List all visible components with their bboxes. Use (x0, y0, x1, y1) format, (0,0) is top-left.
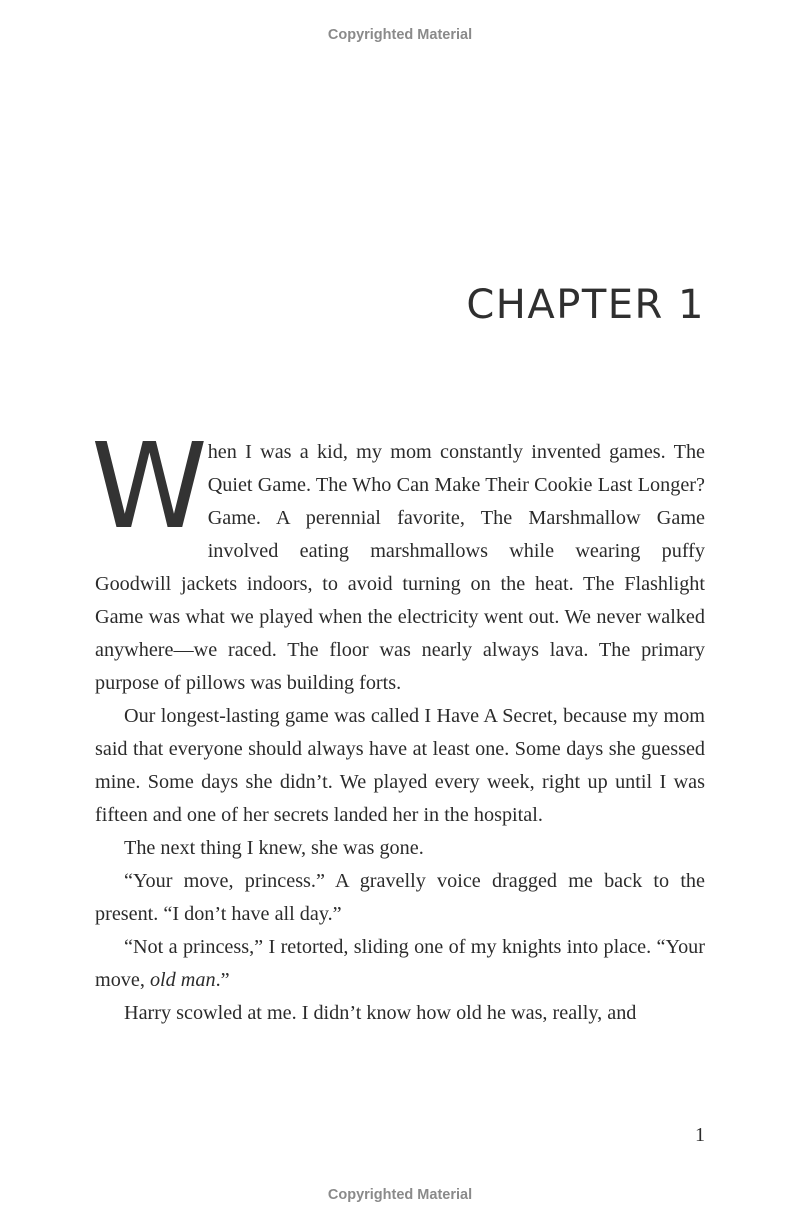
copyright-watermark-top: Copyrighted Material (327, 27, 473, 43)
paragraph-6: Harry scowled at me. I didn’t know how old he was, really, and (124, 1002, 637, 1024)
paragraph-3: The next thing I knew, she was gone. (124, 837, 424, 859)
page-number: 1 (695, 1124, 705, 1146)
paragraph-5 (95, 931, 705, 997)
paragraph-5-text-start: “Not a princess,” I retorted, sliding one of my knights into place. “Your move, (95, 936, 705, 991)
chapter-title: CHAPTER 1 (466, 282, 705, 328)
chapter-body (91, 417, 705, 1030)
paragraph-5-text-end: .” (215, 969, 230, 991)
paragraph-4: “Your move, princess.” A gravelly voice dragged me back to the present. “I don’t have all day.” (95, 870, 705, 925)
drop-cap: W (91, 417, 202, 555)
paragraph-1-text: hen I was a kid, my mom constantly invented games. The Quiet Game. The Who Can Make Their Cookie Last Longer? Game. A perennial favorite, The Marshmallow Game involved eating marshmallows while wearing puffy Goodwill jackets indoors, to avoid turning on the heat. The Flashlight Game was what we played when the electricity went out. We never walked anywhere—we raced. The floor was nearly always lava. The primary purpose of pillows was building forts. (95, 441, 705, 694)
paragraph-5-emphasis: old man (149, 969, 216, 991)
copyright-watermark-bottom: Copyrighted Material (327, 1187, 473, 1203)
paragraph-1 (91, 417, 705, 700)
paragraph-2: Our longest-lasting game was called I Have A Secret, because my mom said that everyone should always have at least one. Some days she guessed mine. Some days she didn’t. We played every week, right up until I was fifteen and one of her secrets landed her in the hospital. (95, 705, 705, 826)
